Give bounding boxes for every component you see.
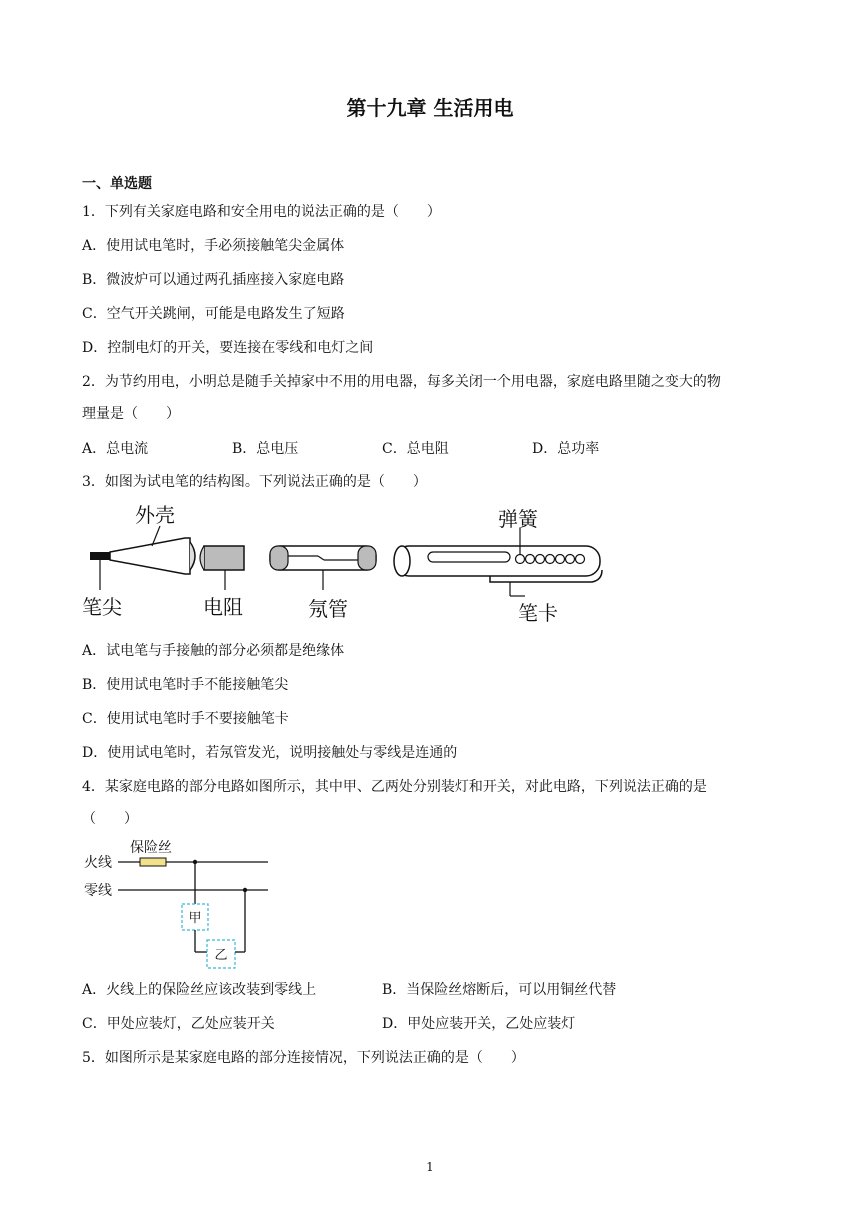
question-1-option-a: A．使用试电笔时，手必须接触笔尖金属体	[82, 238, 345, 254]
question-2-option-d: D．总功率	[532, 441, 600, 457]
label-resistor: 电阻	[203, 595, 243, 619]
fuse-shape	[140, 858, 166, 866]
neon-tube-shape	[270, 546, 376, 590]
label-fuse: 保险丝	[130, 840, 172, 856]
household-circuit-figure	[80, 834, 280, 974]
barrel-shape	[394, 528, 602, 596]
question-2-option-b: B．总电压	[232, 441, 299, 457]
question-4-options-row2	[82, 1014, 782, 1034]
question-4-option-b: B．当保险丝熔断后，可以用铜丝代替	[382, 982, 617, 998]
question-4-option-a: A．火线上的保险丝应该改装到零线上	[82, 982, 317, 998]
section-heading: 一、单选题	[82, 176, 152, 192]
question-1-option-c: C．空气开关跳闸，可能是电路发生了短路	[82, 306, 345, 322]
question-2-option-c: C．总电阻	[382, 441, 449, 457]
question-4-stem-line2: （ ）	[82, 811, 138, 827]
question-2-stem-line2: 理量是（ ）	[82, 406, 180, 422]
question-5-stem: 5．如图所示是某家庭电路的部分连接情况，下列说法正确的是（ ）	[82, 1050, 525, 1066]
question-1-option-b: B．微波炉可以通过两孔插座接入家庭电路	[82, 272, 345, 288]
question-2-option-a: A．总电流	[82, 441, 149, 457]
label-jia: 甲	[188, 911, 202, 926]
question-4-stem-line1: 4．某家庭电路的部分电路如图所示，其中甲、乙两处分别装灯和开关，对此电路，下列说法正确的是	[82, 779, 707, 795]
question-1-stem: 1．下列有关家庭电路和安全用电的说法正确的是（ ）	[82, 204, 441, 220]
question-4-option-c: C．甲处应装灯，乙处应装开关	[82, 1016, 275, 1032]
question-3-option-d: D．使用试电笔时，若氖管发光，说明接触处与零线是连通的	[82, 745, 458, 761]
test-pencil-structure-figure	[80, 498, 620, 630]
pen-tip-shape	[90, 526, 195, 590]
question-3-option-c: C．使用试电笔时手不要接触笔卡	[82, 711, 289, 727]
label-spring: 弹簧	[498, 507, 538, 531]
question-1-option-d: D．控制电灯的开关，要连接在零线和电灯之间	[82, 340, 374, 356]
resistor-shape	[200, 546, 244, 590]
question-2-options	[82, 439, 782, 459]
page-title: 第十九章 生活用电	[346, 96, 514, 120]
label-tip: 笔尖	[82, 595, 122, 619]
question-3-option-b: B．使用试电笔时手不能接触笔尖	[82, 677, 289, 693]
label-live-wire: 火线	[84, 855, 112, 871]
label-neon: 氖管	[308, 597, 348, 621]
label-yi: 乙	[214, 948, 228, 963]
label-shell: 外壳	[135, 503, 175, 527]
question-2-stem-line1: 2．为节约用电，小明总是随手关掉家中不用的用电器，每多关闭一个用电器，家庭电路里随之变大的物	[82, 374, 721, 390]
label-clip: 笔卡	[518, 601, 558, 625]
question-4-option-d: D．甲处应装开关，乙处应装灯	[382, 1016, 576, 1032]
label-neutral-wire: 零线	[84, 883, 112, 899]
question-4-options-row1	[82, 980, 782, 1000]
question-3-stem: 3．如图为试电笔的结构图。下列说法正确的是（ ）	[82, 474, 427, 490]
page-number: 1	[426, 1160, 434, 1174]
question-3-option-a: A．试电笔与手接触的部分必须都是绝缘体	[82, 643, 345, 659]
